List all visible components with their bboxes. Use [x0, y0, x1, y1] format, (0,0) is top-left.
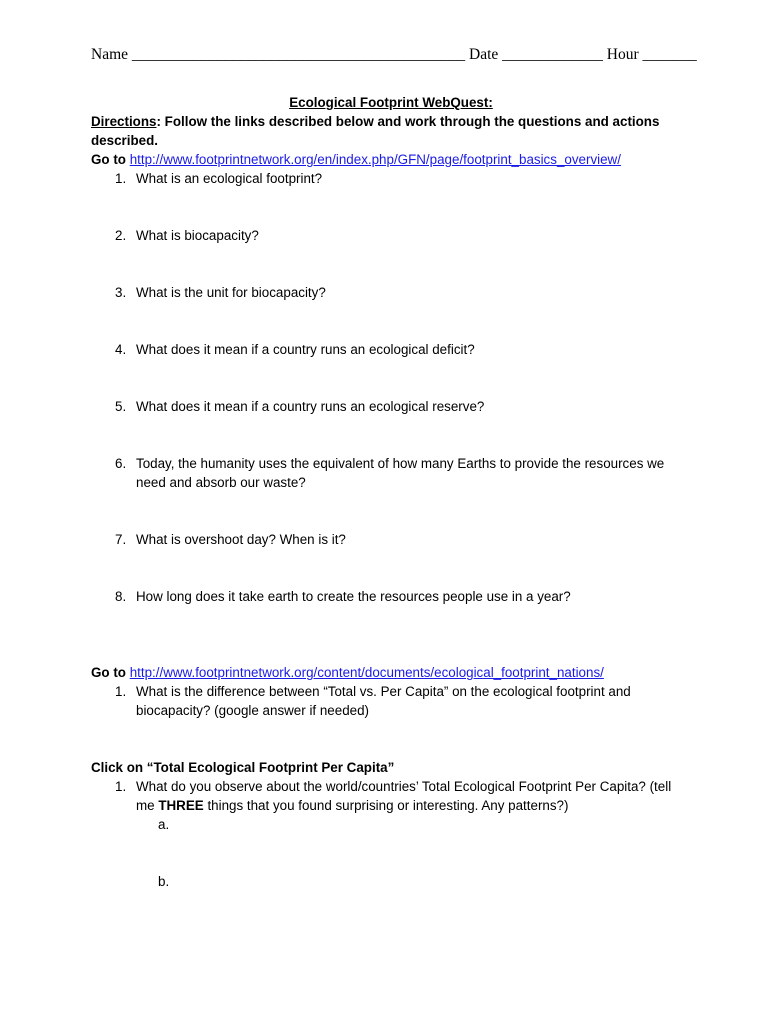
hour-field[interactable]: _______ — [642, 46, 697, 63]
student-info-line — [91, 46, 697, 64]
question-text: What do you observe about the world/countries’ Total Ecological Footprint Per Capita? (tell me THREE things that you found surprising or interesting. Any patterns?) — [136, 779, 672, 813]
question-text: Today, the humanity uses the equivalent of how many Earths to provide the resources we need and absorb our waste? — [136, 456, 665, 490]
question-text: What does it mean if a country runs an ecological reserve? — [136, 399, 485, 414]
worksheet-body — [91, 93, 691, 891]
question-text: How long does it take earth to create the resources people use in a year? — [136, 589, 571, 604]
worksheet-title: Ecological Footprint WebQuest: — [289, 95, 493, 110]
question-item: 7. What is overshoot day? When is it? — [115, 530, 691, 549]
date-field[interactable]: _____________ — [502, 46, 603, 63]
answer-space[interactable] — [91, 549, 691, 587]
question-item: 6. Today, the humanity uses the equivalent of how many Earths to provide the resources we need and absorb our waste? — [115, 454, 691, 492]
sub-answer-item: b. — [158, 874, 170, 889]
answer-space[interactable] — [91, 416, 691, 454]
question-item: 5. What does it mean if a country runs an ecological reserve? — [115, 397, 691, 416]
question-text: What is an ecological footprint? — [136, 171, 323, 186]
question-text: What is biocapacity? — [136, 228, 259, 243]
footprint-basics-link[interactable]: http://www.footprintnetwork.org/en/index.php/GFN/page/footprint_basics_overview/ — [129, 152, 621, 167]
answer-space[interactable] — [91, 302, 691, 340]
question-text: What is overshoot day? When is it? — [136, 532, 346, 547]
question-item: 3. What is the unit for biocapacity? — [115, 283, 691, 302]
question-text: What is the unit for biocapacity? — [136, 285, 326, 300]
hour-label: Hour — [606, 46, 639, 63]
answer-space[interactable] — [91, 492, 691, 530]
sub-answer-item: a. — [158, 817, 170, 832]
directions-text: : Follow the links described below and work through the questions and actions described. — [91, 114, 660, 148]
date-label: Date — [469, 46, 499, 63]
answer-space[interactable] — [91, 720, 691, 758]
directions — [91, 112, 691, 150]
question-text: What is the difference between “Total vs. Per Capita” on the ecological footprint and biocapacity? (google answer if needed) — [136, 684, 631, 718]
answer-space[interactable] — [91, 188, 691, 226]
goto-line-2 — [91, 663, 691, 682]
goto-line-1 — [91, 150, 691, 169]
emphasis-three: THREE — [158, 798, 204, 813]
footprint-nations-link[interactable]: http://www.footprintnetwork.org/content/documents/ecological_footprint_nations/ — [129, 665, 604, 680]
name-label: Name — [91, 46, 129, 63]
question-text: What does it mean if a country runs an ecological deficit? — [136, 342, 475, 357]
directions-label: Directions — [91, 114, 157, 129]
question-item: 4. What does it mean if a country runs an ecological deficit? — [115, 340, 691, 359]
goto-label: Go to — [91, 665, 126, 680]
question-item: 1. What do you observe about the world/countries’ Total Ecological Footprint Per Capita? (tell me THREE things that you found surprising or interesting. Any patterns?) — [115, 777, 691, 815]
question-list-3 — [91, 777, 691, 815]
question-item: 8. How long does it take earth to create the resources people use in a year? — [115, 587, 691, 606]
answer-space[interactable] — [91, 606, 691, 663]
click-instruction: Click on “Total Ecological Footprint Per Capita” — [91, 760, 395, 775]
answer-space[interactable] — [91, 245, 691, 283]
question-list-2 — [91, 682, 691, 720]
answer-space[interactable] — [91, 834, 691, 872]
question-item: 1. What is the difference between “Total vs. Per Capita” on the ecological footprint and biocapacity? (google answer if needed) — [115, 682, 691, 720]
question-list-1 — [91, 169, 691, 606]
question-item: 2. What is biocapacity? — [115, 226, 691, 245]
name-field[interactable]: ___________________________________________ — [131, 46, 466, 63]
answer-space[interactable] — [91, 359, 691, 397]
goto-label: Go to — [91, 152, 126, 167]
question-item: 1. What is an ecological footprint? — [115, 169, 691, 188]
